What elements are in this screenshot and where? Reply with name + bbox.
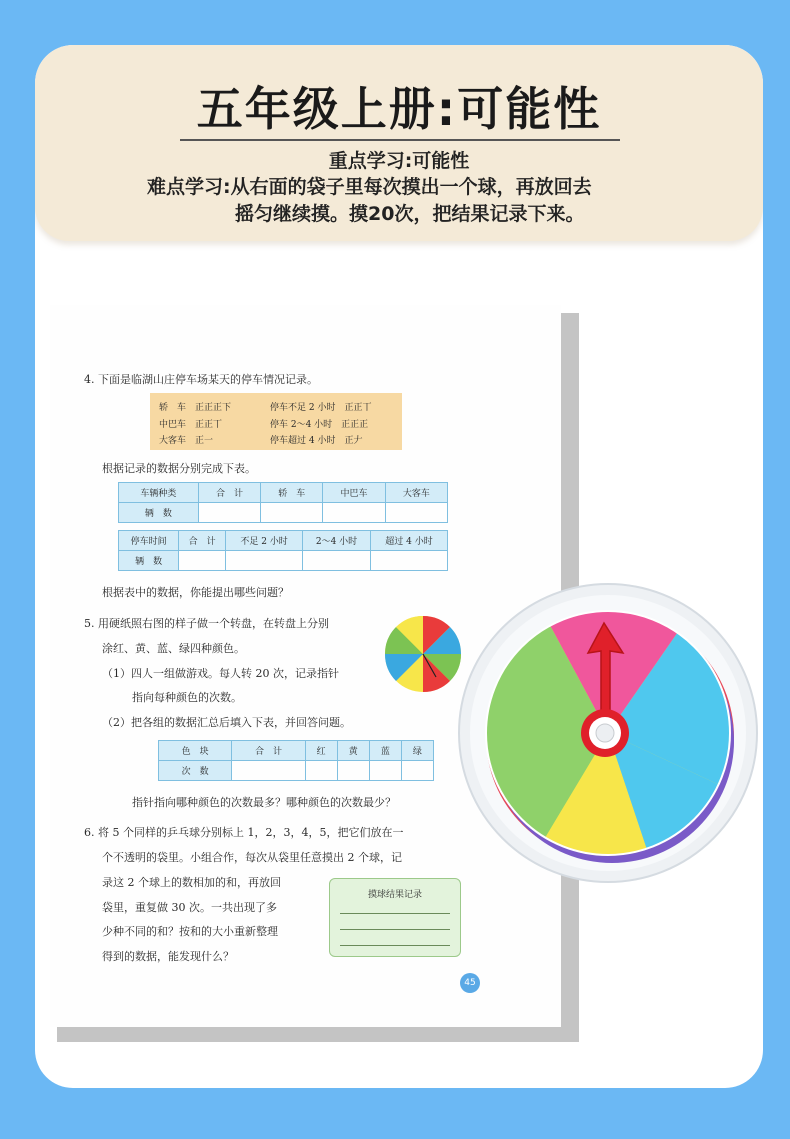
tally-row-3b: 停车超过 4 小时 正𠂇	[270, 436, 363, 446]
header-panel	[35, 45, 763, 241]
question-5-line-2: 涂红、黄、蓝、绿四种颜色。	[102, 642, 245, 655]
table-cell	[369, 761, 401, 781]
mini-spinner-illustration	[384, 615, 462, 693]
table3-header: 绿	[401, 741, 433, 761]
table3-header: 红	[305, 741, 337, 761]
difficulty-line-2: 摇匀继续摸。摸20次，把结果记录下来。	[235, 203, 585, 225]
page-title: 五年级上册:可能性	[196, 82, 602, 136]
table2-header: 停车时间	[119, 531, 179, 551]
tally-row-2b: 停车 2～4 小时 正正正	[270, 420, 369, 430]
table2-row-label: 辆 数	[119, 551, 179, 571]
table2-header: 合 计	[179, 531, 226, 551]
question-6-line-4: 袋里，重复做 30 次。一共出现了多	[102, 901, 277, 914]
color-spinner-photo	[458, 583, 758, 883]
table-cell	[305, 761, 337, 781]
table2-header: 2～4 小时	[303, 531, 371, 551]
question-5-line-1: 5. 用硬纸照右图的样子做一个转盘，在转盘上分别	[84, 617, 329, 630]
table-cell	[232, 761, 305, 781]
difficulty-text	[147, 174, 707, 228]
table-cell	[337, 761, 369, 781]
tally-row-1a: 轿 车 正正正下	[159, 403, 232, 413]
table3-row-label: 次 数	[159, 761, 232, 781]
q5-sub1-line-2: 指向每种颜色的次数。	[132, 691, 242, 704]
tally-row-1b: 停车不足 2 小时 正正丅	[270, 403, 372, 413]
table-cell	[385, 503, 447, 523]
table-cell	[303, 551, 371, 571]
table-cell	[371, 551, 448, 571]
table-cell	[226, 551, 303, 571]
q5-sub2: （2）把各组的数据汇总后填入下表，并回答问题。	[102, 716, 351, 729]
table-cell	[323, 503, 385, 523]
table1-header: 中巴车	[323, 483, 385, 503]
record-line	[340, 945, 450, 946]
table3-header: 蓝	[369, 741, 401, 761]
table-cell	[179, 551, 226, 571]
table-cell	[401, 761, 433, 781]
focus-text: 重点学习:可能性	[328, 150, 470, 172]
question-4: 4. 下面是临湖山庄停车场某天的停车情况记录。	[84, 373, 318, 386]
table1-header: 车辆种类	[119, 483, 199, 503]
record-line	[340, 913, 450, 914]
table3-header: 合 计	[232, 741, 305, 761]
title-underline	[180, 139, 620, 141]
question-6-line-1: 6. 将 5 个同样的乒乓球分别标上 1，2，3，4，5，把它们放在一	[84, 826, 404, 839]
table-cell	[261, 503, 323, 523]
table1-header: 大客车	[385, 483, 447, 503]
page-number: 45	[460, 973, 480, 993]
q4-question: 根据表中的数据，你能提出哪些问题？	[102, 586, 289, 599]
table2-header: 不足 2 小时	[226, 531, 303, 551]
tally-row-2a: 中巴车 正正丅	[159, 420, 223, 430]
question-6-line-5: 少种不同的和？按和的大小重新整理	[102, 925, 278, 938]
color-count-table	[158, 740, 434, 781]
record-line	[340, 929, 450, 930]
table1-header: 轿 车	[261, 483, 323, 503]
parking-time-table	[118, 530, 448, 571]
q4-instruction: 根据记录的数据分别完成下表。	[102, 462, 256, 475]
table1-row-label: 辆 数	[119, 503, 199, 523]
question-6-line-3: 录这 2 个球上的数相加的和，再放回	[102, 876, 281, 889]
table2-header: 超过 4 小时	[371, 531, 448, 551]
table3-header: 色 块	[159, 741, 232, 761]
question-6-line-6: 得到的数据，能发现什么？	[102, 950, 234, 963]
table3-header: 黄	[337, 741, 369, 761]
ball-record-box	[329, 878, 461, 957]
q5-question: 指针指向哪种颜色的次数最多？哪种颜色的次数最少？	[132, 796, 396, 809]
question-6-line-2: 个不透明的袋里。小组合作，每次从袋里任意摸出 2 个球，记	[102, 851, 402, 864]
table1-header: 合 计	[198, 483, 260, 503]
difficulty-line-1: 难点学习:从右面的袋子里每次摸出一个球，再放回去	[147, 176, 592, 198]
q5-sub1-line-1: （1）四人一组做游戏。每人转 20 次，记录指针	[102, 667, 339, 680]
record-caption: 摸球结果记录	[367, 890, 422, 900]
table-cell	[198, 503, 260, 523]
tally-record	[150, 393, 402, 450]
vehicle-table	[118, 482, 448, 523]
tally-row-3a: 大客车 正一	[159, 436, 214, 446]
